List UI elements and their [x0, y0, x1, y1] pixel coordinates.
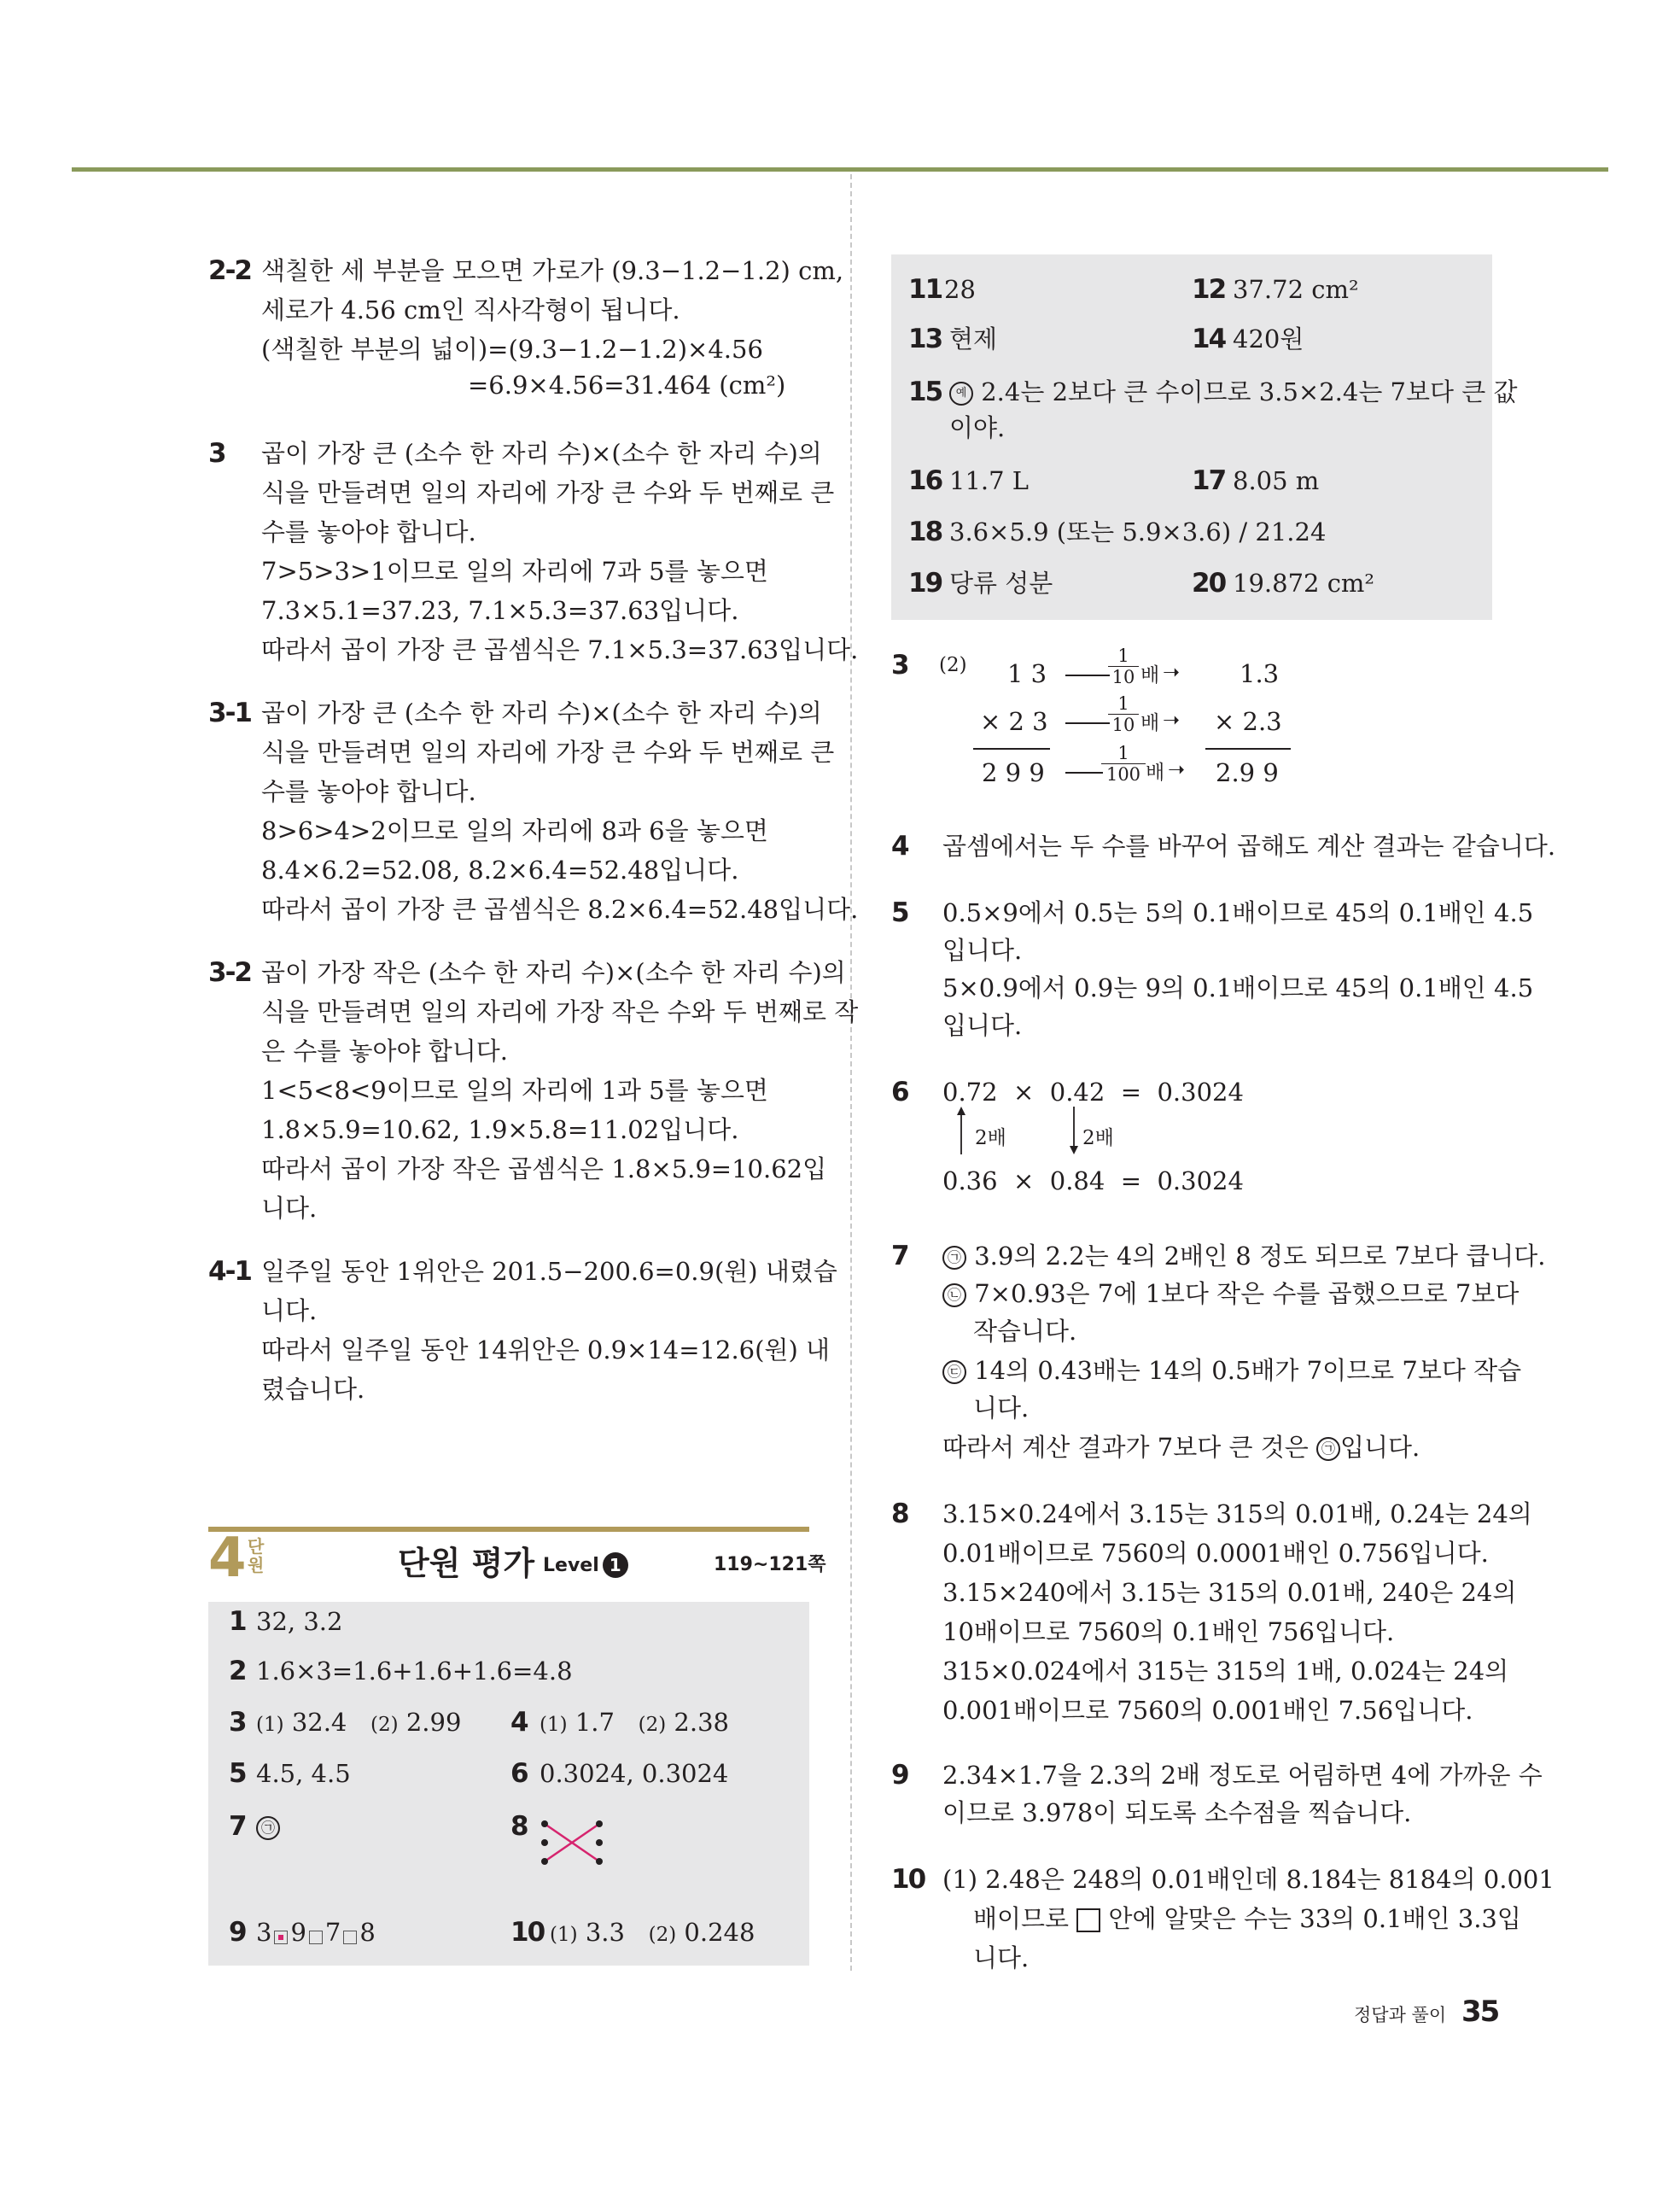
- decimal-box: [343, 1931, 357, 1944]
- times-label: 배: [1146, 762, 1165, 784]
- text-line: 따라서 곱이 가장 큰 곱셈식은 8.2×6.4=52.48입니다.: [261, 895, 859, 924]
- answer-text: 19.872 cm²: [1233, 569, 1375, 598]
- text-line: 니다.: [973, 1393, 1030, 1423]
- text-line: 식을 만들려면 일의 자리에 가장 큰 수와 두 번째로 큰: [261, 478, 835, 507]
- problem-number: 3-1: [208, 698, 252, 728]
- unit-title: 단원 평가: [398, 1545, 535, 1582]
- text-line: 곱셈에서는 두 수를 바꾸어 곱해도 계산 결과는 같습니다.: [942, 832, 1556, 861]
- text-line: 1<5<8<9이므로 일의 자리에 1과 5를 놓으면: [261, 1076, 768, 1105]
- text-line: 니다.: [261, 1296, 318, 1325]
- circled-letter-icon: ㉠: [1316, 1437, 1340, 1461]
- answer-text: 4.5, 4.5: [256, 1759, 351, 1788]
- fraction: $\frac{1}{10}$: [1108, 693, 1139, 735]
- text-line: 3.15×240에서 3.15는 315의 0.01배, 240은 24의: [942, 1578, 1517, 1607]
- blank-box-icon: [1076, 1908, 1100, 1932]
- answer-text: 32, 3.2: [256, 1607, 343, 1636]
- text-line: 이므로 3.978이 되도록 소수점을 찍습니다.: [942, 1798, 1412, 1827]
- text-line: 곱이 가장 큰 (소수 한 자리 수)×(소수 한 자리 수)의: [261, 698, 822, 727]
- answer-number: 10: [510, 1917, 545, 1948]
- problem-number: 3-2: [208, 957, 252, 988]
- problem-number: 3: [208, 438, 225, 469]
- calc-line: 1.3: [1240, 659, 1280, 688]
- unit-label: 단원: [248, 1536, 265, 1575]
- matching-lines-diagram: [538, 1817, 606, 1882]
- answer-text: 현제: [949, 324, 998, 353]
- problem-number: 9: [891, 1760, 908, 1791]
- text-line: 색칠한 세 부분을 모으면 가로가 (9.3−1.2−1.2) cm,: [261, 256, 844, 285]
- part-label: (2): [939, 654, 967, 676]
- text-line: 입니다.: [942, 936, 1023, 965]
- page-number: 35: [1461, 1995, 1499, 2029]
- answer-text: (1) 1.7 (2) 2.38: [540, 1708, 729, 1737]
- text-line: 0.01배이므로 7560의 0.0001배인 0.756입니다.: [942, 1539, 1489, 1568]
- text-line: 2.34×1.7을 2.3의 2배 정도로 어림하면 4에 가까운 수: [942, 1761, 1543, 1790]
- text-line: 곱이 가장 작은 (소수 한 자리 수)×(소수 한 자리 수)의: [261, 958, 846, 987]
- circled-letter-icon: ㉠: [942, 1246, 966, 1270]
- problem-number: 6: [891, 1077, 908, 1107]
- text-line: ㉢ 14의 0.43배는 14의 0.5배가 7이므로 7보다 작습: [942, 1351, 1521, 1390]
- decimal-box: [309, 1931, 323, 1944]
- text-line: 니다.: [261, 1194, 318, 1223]
- text-line: 따라서 계산 결과가 7보다 큰 것은 ㉠ 입니다.: [942, 1433, 1420, 1462]
- example-mark-icon: 예: [949, 382, 973, 406]
- level-badge: [543, 1552, 628, 1579]
- page-range: 119~121쪽: [714, 1554, 826, 1575]
- text-line: 8>6>4>2이므로 일의 자리에 8과 6을 놓으면: [261, 816, 768, 845]
- problem-number: 2-2: [208, 255, 252, 286]
- problem-number: 10: [891, 1864, 925, 1895]
- text-line: 니다.: [973, 1943, 1030, 1972]
- text-line: 8.4×6.2=52.08, 8.2×6.4=52.48입니다.: [261, 856, 739, 885]
- circled-letter-icon: ㉠: [256, 1816, 280, 1840]
- arrow-line: [1065, 722, 1110, 724]
- text-line: 식을 만들려면 일의 자리에 가장 큰 수와 두 번째로 큰: [261, 738, 835, 767]
- answer-text: 420원: [1233, 324, 1304, 353]
- answer-number: 3: [229, 1707, 246, 1738]
- text-line: 은 수를 놓아야 합니다.: [261, 1037, 508, 1066]
- times-label: 배: [1140, 664, 1160, 687]
- text-line: (색칠한 부분의 넓이)=(9.3−1.2−1.2)×4.56: [261, 335, 763, 364]
- arrow-line: [1065, 772, 1103, 774]
- text-line: 세로가 4.56 cm인 직사각형이 됩니다.: [261, 295, 680, 324]
- problem-number: 5: [891, 897, 908, 928]
- text-line: 배이므로 안에 알맞은 수는 33의 0.1배인 3.3입: [973, 1904, 1521, 1933]
- calc-rule: [1205, 748, 1291, 750]
- answer-number: 14: [1192, 324, 1226, 354]
- equation-line: 0.36 × 0.84 = 0.3024: [942, 1166, 1244, 1195]
- answer-text: 1.6×3=1.6+1.6+1.6=4.8: [256, 1656, 573, 1686]
- text-line: 315×0.024에서 315는 315의 1배, 0.024는 24의: [942, 1656, 1509, 1686]
- right-arrow-icon: ➝: [1163, 660, 1181, 684]
- answer-number: 19: [908, 568, 942, 599]
- text-line: 7>5>3>1이므로 일의 자리에 7과 5를 놓으면: [261, 557, 768, 586]
- text-line: =6.9×4.56=31.464 (cm²): [468, 371, 786, 400]
- answer-number: 20: [1192, 568, 1226, 599]
- answer-number: 9: [229, 1917, 246, 1948]
- down-arrow-icon: [1069, 1107, 1079, 1154]
- answer-number: 8: [510, 1811, 528, 1842]
- text-line: (1) 2.48은 248의 0.01배인데 8.184는 8184의 0.001: [942, 1865, 1555, 1894]
- right-arrow-icon: ➝: [1168, 757, 1186, 781]
- text-line: 수를 놓아야 합니다.: [261, 777, 476, 806]
- answer-text: 28: [944, 275, 976, 304]
- answer-text: (1) 32.4 (2) 2.99: [256, 1708, 462, 1737]
- text-line: 0.5×9에서 0.5는 5의 0.1배이므로 45의 0.1배인 4.5: [942, 898, 1534, 927]
- text-line: 0.001배이므로 7560의 0.001배인 7.56입니다.: [942, 1696, 1473, 1725]
- answer-number: 1: [229, 1606, 246, 1637]
- calc-line: × 2.3: [1214, 707, 1282, 736]
- answer-number: 13: [908, 324, 942, 354]
- calc-line: × 2 3: [980, 707, 1048, 736]
- text-line: 5×0.9에서 0.9는 9의 0.1배이므로 45의 0.1배인 4.5: [942, 973, 1534, 1002]
- answer-text: 이야.: [949, 413, 1006, 442]
- answer-number: 15: [908, 377, 942, 407]
- text-line: 곱이 가장 큰 (소수 한 자리 수)×(소수 한 자리 수)의: [261, 439, 822, 468]
- answer-text: 0.3024, 0.3024: [540, 1759, 729, 1788]
- text-line: 따라서 곱이 가장 큰 곱셈식은 7.1×5.3=37.63입니다.: [261, 635, 859, 664]
- text-line: 렸습니다.: [261, 1375, 365, 1404]
- problem-number: 8: [891, 1499, 908, 1529]
- text-line: 식을 만들려면 일의 자리에 가장 작은 수와 두 번째로 작: [261, 997, 859, 1026]
- decimal-box-selected: [274, 1931, 288, 1944]
- answer-text: 당류 성분: [949, 569, 1053, 598]
- problem-number: 4-1: [208, 1256, 252, 1287]
- calc-line: 2.9 9: [1216, 758, 1279, 787]
- answer-number: 17: [1192, 465, 1226, 496]
- text-line: 따라서 곱이 가장 작은 곱셈식은 1.8×5.9=10.62입: [261, 1154, 827, 1183]
- text-line: 작습니다.: [973, 1317, 1077, 1346]
- text-line: ㉠ 3.9의 2.2는 4의 2배인 8 정도 되므로 7보다 큽니다.: [942, 1236, 1545, 1276]
- level-label: Level: [543, 1555, 599, 1576]
- column-divider: [850, 174, 852, 1971]
- circled-letter-icon: ㉡: [942, 1283, 966, 1307]
- text-line: ㉡ 7×0.93은 7에 1보다 작은 수를 곱했으므로 7보다: [942, 1274, 1519, 1313]
- answer-text: 11.7 L: [949, 466, 1030, 495]
- level-number-icon: 1: [603, 1552, 628, 1578]
- footer-label: 정답과 풀이: [1354, 2005, 1447, 2025]
- text-line: 1.8×5.9=10.62, 1.9×5.8=11.02입니다.: [261, 1115, 739, 1144]
- answer-number: 11: [908, 274, 942, 305]
- times-label: 배: [1140, 712, 1160, 734]
- answer-text: 예 2.4는 2보다 큰 수이므로 3.5×2.4는 7보다 큰 값: [949, 372, 1518, 412]
- unit-number: 4: [208, 1527, 247, 1590]
- text-line: 입니다.: [942, 1011, 1023, 1040]
- problem-number: 4: [891, 831, 908, 862]
- circled-letter-icon: ㉢: [942, 1360, 966, 1384]
- answer-number: 7: [229, 1811, 246, 1842]
- answer-number: 6: [510, 1758, 528, 1789]
- times-label: 2배: [1082, 1127, 1114, 1149]
- text-line: 3.15×0.24에서 3.15는 315의 0.01배, 0.24는 24의: [942, 1499, 1532, 1528]
- problem-number: 3: [891, 650, 908, 681]
- answer-text: 3.6×5.9 (또는 5.9×3.6) / 21.24: [949, 517, 1327, 546]
- answer-number: 5: [229, 1758, 246, 1789]
- text-line: 10배이므로 7560의 0.1배인 756입니다.: [942, 1617, 1395, 1646]
- calc-line: 2 9 9: [982, 758, 1045, 787]
- answer-text: 3 9 7 8: [256, 1918, 376, 1947]
- answer-text: [256, 1807, 280, 1846]
- text-line: 7.3×5.1=37.23, 7.1×5.3=37.63입니다.: [261, 596, 739, 625]
- calc-line: 1 3: [1007, 659, 1047, 688]
- fraction: $\frac{1}{100}$: [1101, 743, 1146, 785]
- answer-number: 18: [908, 517, 942, 547]
- calc-rule: [973, 748, 1050, 750]
- text-line: 수를 놓아야 합니다.: [261, 517, 476, 546]
- problem-number: 7: [891, 1241, 908, 1271]
- right-arrow-icon: ➝: [1163, 708, 1181, 732]
- times-label: 2배: [975, 1127, 1006, 1149]
- text-line: 일주일 동안 1위안은 201.5−200.6=0.9(원) 내렸습: [261, 1257, 837, 1286]
- answer-number: 16: [908, 465, 942, 496]
- answer-text: 37.72 cm²: [1233, 275, 1359, 304]
- answer-number: 12: [1192, 274, 1226, 305]
- equation-line: 0.72 × 0.42 = 0.3024: [942, 1078, 1244, 1107]
- text-line: 따라서 일주일 동안 14위안은 0.9×14=12.6(원) 내: [261, 1335, 830, 1364]
- up-arrow-icon: [956, 1107, 966, 1154]
- arrow-line: [1065, 675, 1110, 676]
- answer-number: 2: [229, 1656, 246, 1686]
- header-rule: [72, 167, 1608, 172]
- answer-number: 4: [510, 1707, 528, 1738]
- answer-text: (1) 3.3 (2) 0.248: [550, 1918, 755, 1947]
- answer-text: 8.05 m: [1233, 466, 1320, 495]
- fraction: $\frac{1}{10}$: [1108, 646, 1139, 687]
